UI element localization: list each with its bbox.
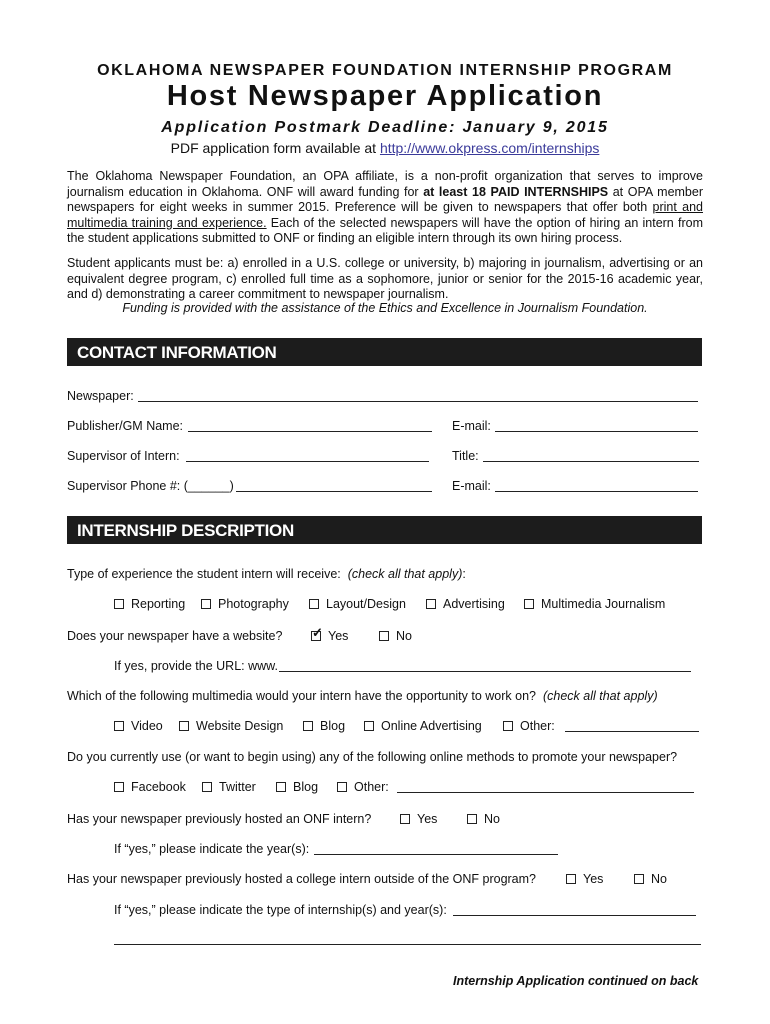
website-question: Does your newspaper have a website?: [67, 629, 283, 643]
url-label: If yes, provide the URL: www.: [114, 659, 278, 673]
checkbox-icon[interactable]: [114, 599, 124, 609]
onf-years-label: If “yes,” please indicate the year(s):: [114, 842, 310, 856]
checkbox-icon[interactable]: [303, 721, 313, 731]
deadline-line: Application Postmark Deadline: January 9, 2015: [161, 119, 609, 136]
checkbox-icon[interactable]: [114, 721, 124, 731]
option-reporting[interactable]: [114, 597, 185, 611]
intro-text-b: at OPA member newspapers for eight weeks in summer 2015. Preference will be given to newspapers that offer both: [67, 184, 703, 215]
onf-no-option[interactable]: [467, 812, 500, 826]
publisher-field[interactable]: [188, 431, 432, 432]
intro-paragraph-2: Student applicants must be: a) enrolled in a U.S. college or university, b) majoring in journalism, advertising or an equivalent degree program, c) enrolled full time as a sophomore, junior or senior for the 2015-16 academic year, and d) demonstrating a career commitment to newspaper journalism.: [67, 256, 703, 302]
option-layout-design[interactable]: [309, 597, 406, 611]
option-label: Other:: [354, 780, 389, 794]
title-field[interactable]: [483, 461, 699, 462]
option-blog[interactable]: [303, 719, 345, 733]
multimedia-question-note: (check all that apply): [542, 689, 658, 703]
email-field-1[interactable]: [495, 431, 698, 432]
intro-paragraph-1: [67, 169, 703, 247]
email-label-1: E-mail:: [452, 419, 491, 433]
option-advertising[interactable]: [426, 597, 505, 611]
title-label: Title:: [452, 449, 479, 463]
funding-note: Funding is provided with the assistance of the Ethics and Excellence in Journalism Foundation.: [122, 301, 648, 315]
multimedia-question-text: Which of the following multimedia would your intern have the opportunity to work on?: [67, 689, 537, 703]
option-label: Photography: [218, 597, 289, 611]
option-label: Online Advertising: [381, 719, 482, 733]
college-intern-question: Has your newspaper previously hosted a college intern outside of the ONF program?: [67, 872, 537, 886]
intro-bold-text: at least 18 PAID INTERNSHIPS: [423, 184, 609, 199]
pdf-link[interactable]: http://www.okpress.com/internships: [379, 140, 600, 156]
option-twitter[interactable]: [202, 780, 256, 794]
option-label: Other:: [520, 719, 555, 733]
option-label: Layout/Design: [326, 597, 406, 611]
checkbox-checked-icon[interactable]: [311, 631, 321, 641]
checkbox-icon[interactable]: [179, 721, 189, 731]
option-label: Yes: [417, 812, 438, 826]
checkbox-icon[interactable]: [400, 814, 410, 824]
publisher-label: Publisher/GM Name:: [67, 419, 184, 433]
checkbox-icon[interactable]: [524, 599, 534, 609]
checkbox-icon[interactable]: [114, 782, 124, 792]
intro-text-c: Each of the selected newspapers will have the option of hiring an intern from the student applications submitted to ONF or finding an eligible intern through its own hiring process.: [67, 215, 703, 246]
option-label: Website Design: [196, 719, 284, 733]
website-no-option[interactable]: [379, 629, 412, 643]
option-other-multimedia[interactable]: [503, 719, 555, 733]
checkbox-icon[interactable]: [201, 599, 211, 609]
option-label: Yes: [583, 872, 604, 886]
onf-intern-question: Has your newspaper previously hosted an ONF intern?: [67, 812, 372, 826]
option-label: Video: [131, 719, 163, 733]
internship-section-header: [67, 516, 702, 544]
college-type-field-continued[interactable]: [114, 944, 701, 945]
intro-text-a: The Oklahoma Newspaper Foundation, an OPA affiliate, is a non-profit organization that serves to improve journalism education in Oklahoma. ONF will award funding for: [67, 169, 703, 199]
supervisor-field[interactable]: [186, 461, 429, 462]
option-label: Blog: [293, 780, 319, 794]
intro-underlined-text: print and multimedia training and experience.: [67, 200, 703, 230]
onf-years-field[interactable]: [314, 854, 558, 855]
college-type-field[interactable]: [453, 915, 696, 916]
option-label: Multimedia Journalism: [541, 597, 666, 611]
option-label: Facebook: [131, 780, 186, 794]
checkbox-icon[interactable]: [309, 599, 319, 609]
page-title: Host Newspaper Application: [166, 80, 604, 112]
checkbox-icon[interactable]: [337, 782, 347, 792]
internship-heading: INTERNSHIP DESCRIPTION: [77, 521, 294, 540]
option-label: Twitter: [219, 780, 256, 794]
checkbox-icon[interactable]: [364, 721, 374, 731]
promo-other-field[interactable]: [397, 792, 694, 793]
option-label: Reporting: [131, 597, 186, 611]
contact-section-header: [67, 338, 702, 366]
checkbox-icon[interactable]: [202, 782, 212, 792]
contact-heading: CONTACT INFORMATION: [77, 343, 277, 362]
other-multimedia-field[interactable]: [565, 731, 699, 732]
phone-field[interactable]: [236, 491, 432, 492]
website-yes-option[interactable]: [311, 629, 348, 643]
college-no-option[interactable]: [634, 872, 667, 886]
continued-footer: Internship Application continued on back: [453, 974, 699, 988]
experience-question-text: Type of experience the student intern will receive:: [67, 567, 341, 581]
checkbox-icon[interactable]: [634, 874, 644, 884]
newspaper-label: Newspaper:: [67, 389, 134, 403]
option-multimedia-journalism[interactable]: [524, 597, 665, 611]
supervisor-label: Supervisor of Intern:: [67, 449, 180, 463]
phone-label: Supervisor Phone #: (______): [67, 479, 234, 493]
experience-question: [67, 567, 466, 581]
pdf-availability-line: [0, 140, 770, 156]
option-website-design[interactable]: [179, 719, 283, 733]
option-label: Yes: [328, 629, 349, 643]
checkbox-icon[interactable]: [379, 631, 389, 641]
newspaper-field[interactable]: [138, 401, 698, 402]
option-promo-blog[interactable]: [276, 780, 318, 794]
option-video[interactable]: [114, 719, 163, 733]
checkbox-icon[interactable]: [467, 814, 477, 824]
multimedia-question: [67, 689, 658, 703]
url-field[interactable]: [279, 671, 691, 672]
checkbox-icon[interactable]: [276, 782, 286, 792]
promotion-question: Do you currently use (or want to begin using) any of the following online methods to promote your newspaper?: [67, 750, 678, 764]
option-facebook[interactable]: [114, 780, 186, 794]
college-type-label: If “yes,” please indicate the type of internship(s) and year(s):: [114, 903, 447, 917]
experience-question-note: (check all that apply): [347, 567, 463, 581]
option-label: No: [396, 629, 412, 643]
option-label: Blog: [320, 719, 346, 733]
option-online-advertising[interactable]: [364, 719, 482, 733]
email-field-2[interactable]: [495, 491, 698, 492]
option-label: No: [651, 872, 667, 886]
experience-question-colon: :: [462, 567, 466, 581]
org-heading: OKLAHOMA NEWSPAPER FOUNDATION INTERNSHIP PROGRAM: [97, 62, 673, 79]
checkbox-icon[interactable]: [503, 721, 513, 731]
checkbox-icon[interactable]: [566, 874, 576, 884]
college-yes-option[interactable]: [566, 872, 603, 886]
option-label: No: [484, 812, 500, 826]
email-label-2: E-mail:: [452, 479, 491, 493]
pdf-prefix: PDF application form available at: [170, 140, 380, 156]
checkbox-icon[interactable]: [426, 599, 436, 609]
option-promo-other[interactable]: [337, 780, 389, 794]
onf-yes-option[interactable]: [400, 812, 437, 826]
option-photography[interactable]: [201, 597, 289, 611]
option-label: Advertising: [443, 597, 505, 611]
